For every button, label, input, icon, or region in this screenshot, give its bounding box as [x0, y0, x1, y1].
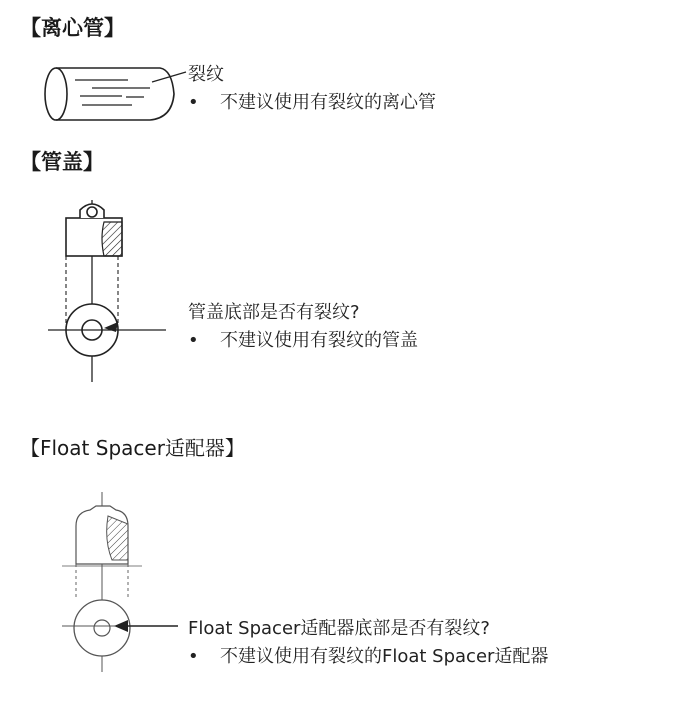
float-spacer-illustration — [62, 492, 178, 672]
tube-body — [56, 68, 174, 120]
bullet-mark: • — [188, 330, 199, 351]
spacer-warning-text: 不建议使用有裂纹的Float Spacer适配器 — [220, 646, 549, 667]
cap-question: 管盖底部是否有裂纹? — [188, 302, 360, 323]
bullet-mark: • — [188, 92, 199, 113]
centrifuge-tube-illustration — [45, 68, 186, 120]
bullet-mark: • — [188, 646, 199, 667]
section-title-tube: 【离心管】 — [20, 16, 125, 40]
tube-mouth — [45, 68, 67, 120]
crack-label: 裂纹 — [188, 64, 224, 85]
tube-warning-text: 不建议使用有裂纹的离心管 — [220, 92, 436, 113]
cap-illustration — [48, 200, 166, 382]
section-title-float-spacer: 【Float Spacer适配器】 — [20, 436, 245, 460]
cap-warning-text: 不建议使用有裂纹的管盖 — [220, 330, 418, 351]
section-title-cap: 【管盖】 — [20, 150, 104, 174]
spacer-question: Float Spacer适配器底部是否有裂纹? — [188, 618, 490, 639]
